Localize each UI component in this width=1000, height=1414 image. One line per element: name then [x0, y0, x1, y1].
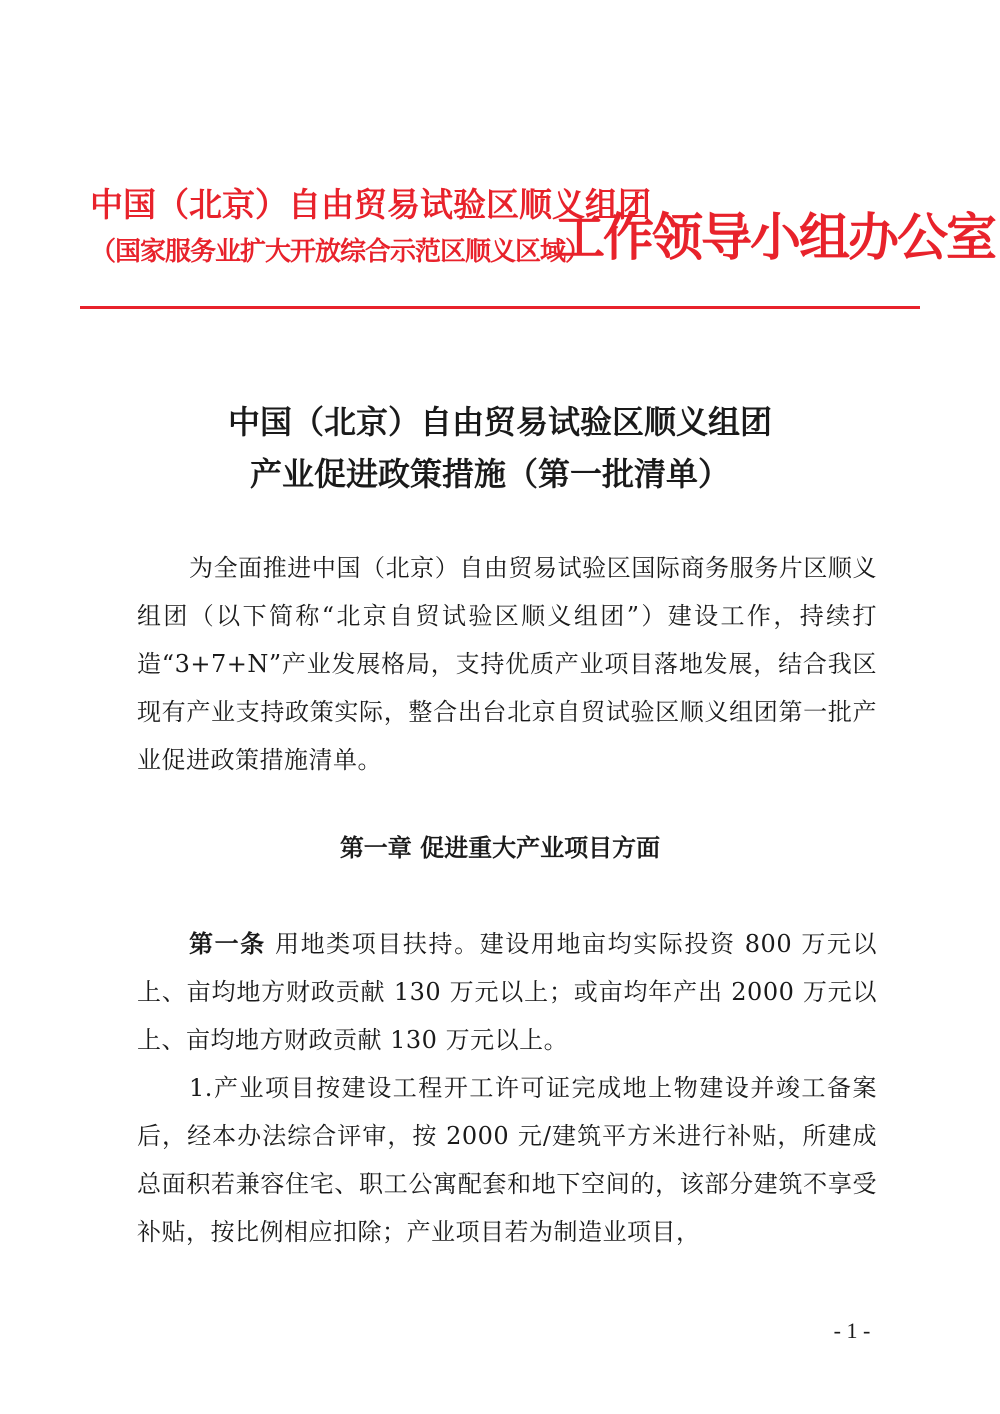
letterhead-divider — [80, 306, 920, 309]
chapter-heading: 第一章 促进重大产业项目方面 — [339, 834, 661, 862]
article-1-paragraph — [137, 920, 877, 1064]
document-title — [100, 396, 900, 500]
letterhead-org-line1: 中国（北京）自由贸易试验区顺义组团 — [90, 185, 651, 224]
letterhead-office-name: 工作领导小组办公室 — [554, 208, 996, 268]
document-title-line1: 中国（北京）自由贸易试验区顺义组团 — [227, 403, 772, 441]
article-1-text: 用地类项目扶持。建设用地亩均实际投资 800 万元以上、亩均地方财政贡献 130 万元以上；或亩均年产出 2000 万元以上、亩均地方财政贡献 130 万元以上。 — [137, 930, 877, 1054]
letterhead — [80, 180, 996, 290]
letterhead-org-line2: （国家服务业扩大开放综合示范区顺义区域） — [90, 237, 591, 267]
page-number: - 1 - — [833, 1318, 871, 1343]
article-1-label: 第一条 — [189, 930, 266, 958]
intro-paragraph: 为全面推进中国（北京）自由贸易试验区国际商务服务片区顺义组团（以下简称“北京自贸试验区顺义组团”）建设工作，持续打造“3+7+N”产业发展格局，支持优质产业项目落地发展，结合我区现有产业支持政策实际，整合出台北京自贸试验区顺义组团第一批产业促进政策措施清单。 — [137, 554, 877, 774]
letterhead-organization — [90, 182, 651, 276]
document-title-line2: 产业促进政策措施（第一批清单） — [249, 455, 730, 493]
item-1-paragraph: 1.产业项目按建设工程开工许可证完成地上物建设并竣工备案后，经本办法综合评审，按 2000 元/建筑平方米进行补贴，所建成总面积若兼容住宅、职工公寓配套和地下空间的，该部分建筑不享受补贴，按比例相应扣除；产业项目若为制造业项目， — [137, 1074, 877, 1246]
